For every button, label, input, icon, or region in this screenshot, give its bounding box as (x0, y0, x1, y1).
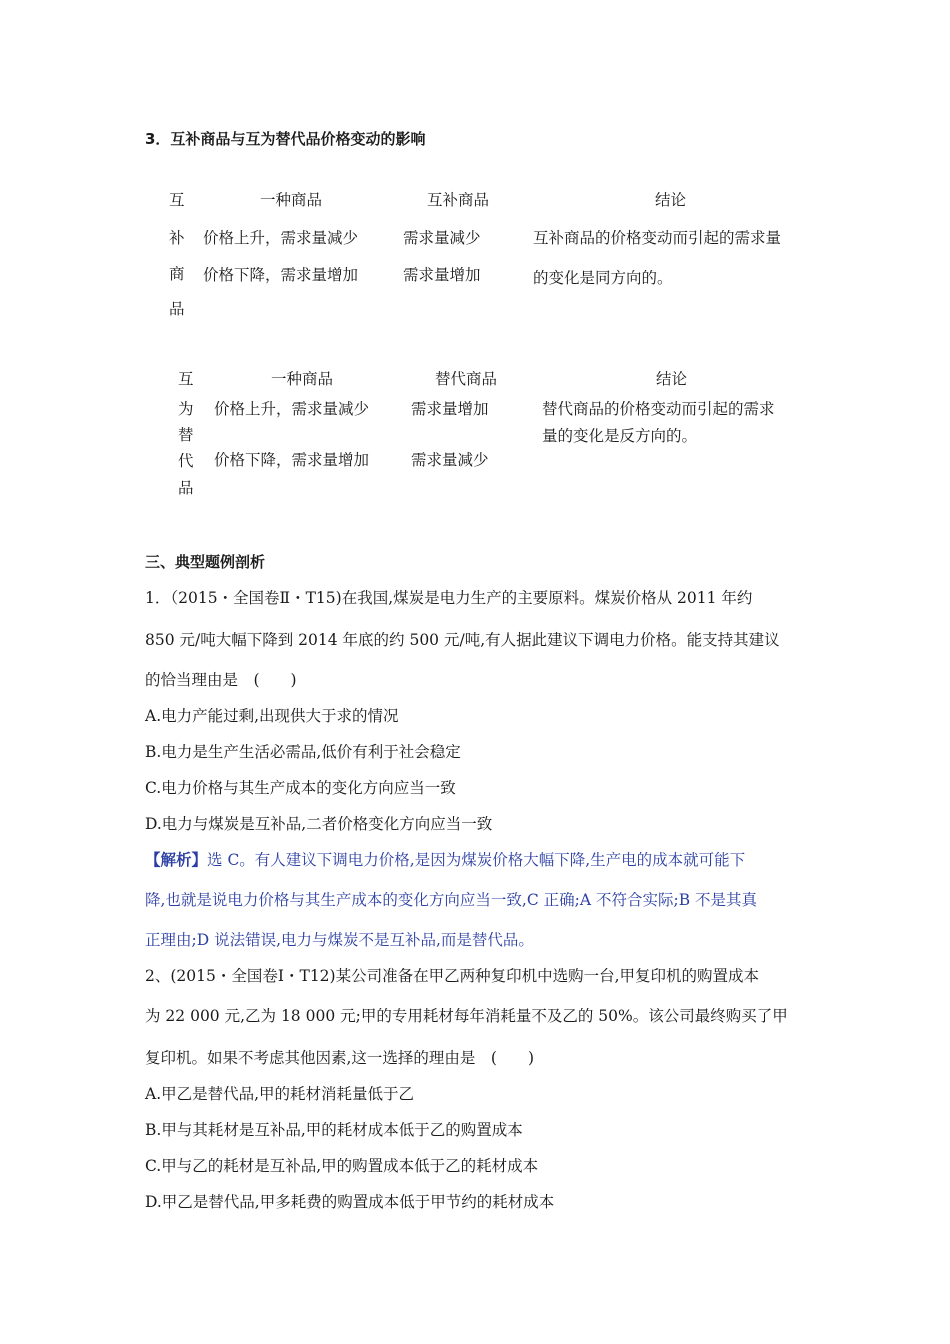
question-text: 为 22 000 元,乙为 18 000 元;甲的专用耗材每年消耗量不及乙的 50%。该公司最终购买了甲 (145, 1007, 788, 1025)
column-header: 结论 (656, 370, 688, 388)
analysis-tag: 【解析】 (145, 850, 208, 869)
answer-option: A.电力产能过剩,出现供大于求的情况 (145, 707, 399, 725)
answer-option: B.甲与其耗材是互补品,甲的耗材成本低于乙的购置成本 (145, 1121, 523, 1139)
answer-option: C.甲与乙的耗材是互补品,甲的购置成本低于乙的耗材成本 (145, 1157, 539, 1175)
question-text: 2、(2015・全国卷Ⅰ・T12)某公司准备在甲乙两种复印机中选购一台,甲复印机的购置成本 (145, 967, 760, 985)
table-cell: 需求量增加 (403, 266, 481, 284)
table-cell: 价格上升，需求量减少 (203, 229, 359, 247)
analysis-line (145, 848, 745, 870)
side-label-char: 品 (169, 300, 185, 318)
side-label-char: 替 (178, 426, 194, 444)
side-label-char: 代 (178, 452, 194, 470)
side-label-char: 品 (178, 479, 194, 497)
table-cell: 价格下降，需求量增加 (203, 266, 359, 284)
conclusion-text: 替代商品的价格变动而引起的需求 (542, 400, 775, 418)
analysis-text: 选 C。有人建议下调电力价格,是因为煤炭价格大幅下降,生产电的成本就可能下 (207, 851, 746, 869)
analysis-text: 正理由;D 说法错误,电力与煤炭不是互补品,而是替代品。 (145, 931, 534, 949)
table-cell: 需求量增加 (411, 400, 489, 418)
table-cell: 价格下降，需求量增加 (214, 451, 370, 469)
answer-option: C.电力价格与其生产成本的变化方向应当一致 (145, 779, 456, 797)
answer-option: A.甲乙是替代品,甲的耗材消耗量低于乙 (145, 1085, 415, 1103)
side-label-char: 互 (178, 370, 194, 388)
table-cell: 需求量减少 (411, 451, 489, 469)
conclusion-text: 量的变化是反方向的。 (542, 427, 698, 445)
column-header: 一种商品 (260, 191, 323, 209)
section-title: 三、典型题例剖析 (145, 553, 266, 571)
answer-option: D.甲乙是替代品,甲多耗费的购置成本低于甲节约的耗材成本 (145, 1193, 555, 1211)
table-cell: 需求量减少 (403, 229, 481, 247)
answer-option: D.电力与煤炭是互补品,二者价格变化方向应当一致 (145, 815, 493, 833)
question-text: 1．（2015・全国卷Ⅱ・T15)在我国,煤炭是电力生产的主要原料。煤炭价格从 2011 年约 (145, 589, 753, 607)
question-text: 复印机。如果不考虑其他因素,这一选择的理由是 ( ) (145, 1049, 535, 1067)
side-label-char: 为 (178, 400, 194, 418)
conclusion-text: 的变化是同方向的。 (533, 269, 673, 287)
side-label-char: 补 (169, 229, 185, 247)
answer-option: B.电力是生产生活必需品,低价有利于社会稳定 (145, 743, 461, 761)
side-label-char: 互 (169, 191, 185, 209)
analysis-text: 降,也就是说电力价格与其生产成本的变化方向应当一致,C 正确;A 不符合实际;B 不是其真 (145, 891, 758, 909)
column-header: 替代商品 (435, 370, 498, 388)
column-header: 一种商品 (271, 370, 334, 388)
table-cell: 价格上升，需求量减少 (214, 400, 370, 418)
column-header: 互补商品 (427, 191, 490, 209)
conclusion-text: 互补商品的价格变动而引起的需求量 (533, 229, 782, 247)
section-title: 3．互补商品与互为替代品价格变动的影响 (145, 130, 426, 148)
column-header: 结论 (655, 191, 687, 209)
question-text: 850 元/吨大幅下降到 2014 年底的约 500 元/吨,有人据此建议下调电力价格。能支持其建议 (145, 631, 780, 649)
question-text: 的恰当理由是 ( ) (145, 671, 297, 689)
side-label-char: 商 (169, 265, 185, 283)
